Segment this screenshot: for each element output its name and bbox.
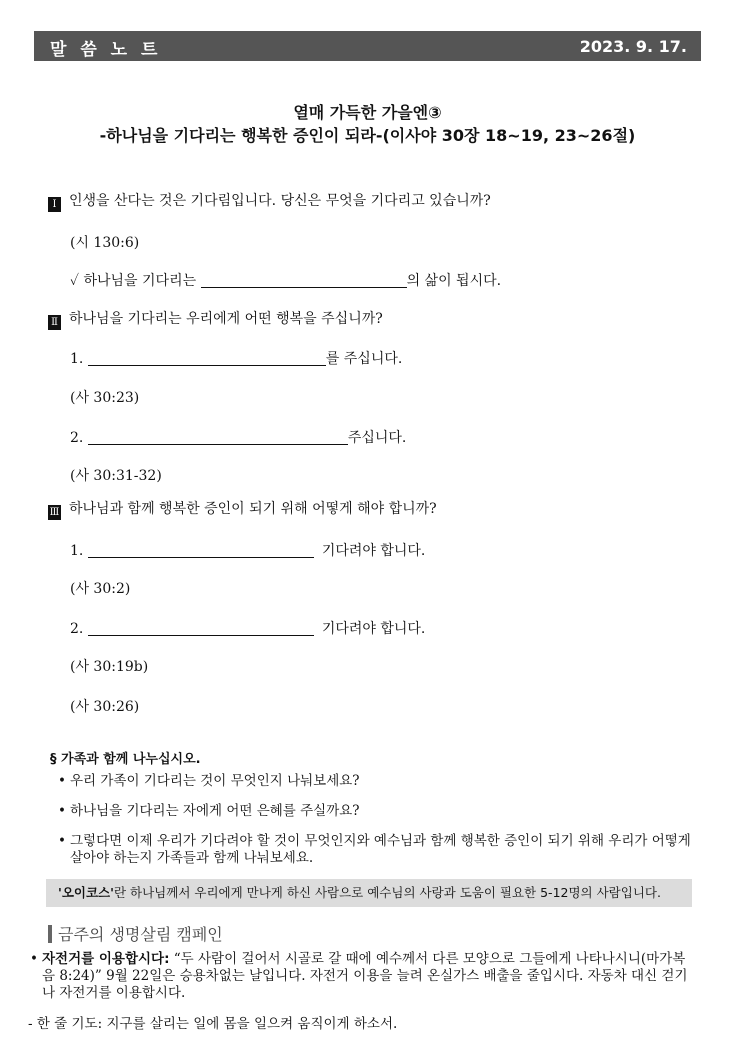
section1-question-text: 인생을 산다는 것은 기다림입니다. 당신은 무엇을 기다리고 있습니까? [69, 193, 491, 209]
section2-question-text: 하나님을 기다리는 우리에게 어떤 행복을 주십니까? [69, 311, 383, 327]
campaign-heading [48, 922, 223, 945]
oikos-notice [46, 879, 692, 907]
header-date: 2023. 9. 17. [579, 37, 687, 56]
family-item-text: 우리 가족이 기다리는 것이 무엇인지 나눠보세요? [70, 773, 360, 789]
section2-item1-num: 1. [70, 351, 84, 367]
bullet-dot: • [58, 833, 66, 849]
section2-item1 [70, 348, 402, 368]
family-item-text: 그렇다면 이제 우리가 기다려야 할 것이 무엇인지와 예수님과 함께 행복한 증인이 되기 위해 우리가 어떻게 살아야 하는지 가족들과 함께 나눠보세요. [70, 833, 691, 866]
section3-item2-ref2: (사 30:26) [70, 699, 140, 715]
campaign-bold: 자전거를 이용합시다: [42, 951, 170, 967]
campaign-prayer: - 한 줄 기도: 지구를 살리는 일에 몸을 일으켜 움직이게 하소서. [28, 1016, 398, 1032]
sermon-subtitle: -하나님을 기다리는 행복한 증인이 되라-(이사야 30장 18~19, 23~26절) [99, 126, 636, 145]
section3-item1-ref: (사 30:2) [70, 581, 131, 597]
bullet-dot: • [58, 773, 66, 789]
section3-numeral: Ⅲ [49, 507, 60, 518]
section2-item2-num: 2. [70, 430, 84, 446]
section1-ref: (시 130:6) [70, 235, 140, 251]
bullet-dot: • [30, 951, 38, 967]
campaign-body [30, 951, 695, 1002]
section1-fill-prefix: ✓ 하나님을 기다리는 [70, 273, 197, 289]
section2-item2-blank[interactable] [88, 430, 348, 445]
section1-question [48, 190, 491, 212]
section2-item1-blank[interactable] [88, 351, 326, 366]
section2-item2-ref: (사 30:31-32) [70, 468, 162, 484]
section3-item2-suffix: 기다려야 합니다. [321, 621, 426, 637]
section2-item1-ref: (사 30:23) [70, 390, 140, 406]
section2-question [48, 308, 383, 330]
section2-item2-suffix: 주십니다. [347, 430, 407, 446]
oikos-term: '오이코스' [58, 885, 114, 900]
section3-question-text: 하나님과 함께 행복한 증인이 되기 위해 어떻게 해야 합니까? [69, 501, 437, 517]
section2-item2 [70, 427, 406, 447]
campaign-text: “두 사람이 걸어서 시골로 갈 때에 예수께서 다른 모양으로 그들에게 나타나시니(마가복음 8:24)” 9월 22일은 승용차없는 날입니다. 자전거 이용을 늘려 온실가스 배출을 줄입시다. 자동차 대신 걷기나 자전거를 이용합시다. [42, 951, 688, 1001]
family-item [58, 803, 698, 820]
section3-item1-blank[interactable] [88, 543, 314, 558]
section3-item1-suffix: 기다려야 합니다. [321, 543, 426, 559]
family-item [58, 833, 698, 867]
family-item-text: 하나님을 기다리는 자에게 어떤 은혜를 주실까요? [70, 803, 360, 819]
section3-item2-blank[interactable] [88, 621, 314, 636]
section1-blank[interactable] [201, 273, 407, 288]
bullet-dot: • [58, 803, 66, 819]
header-banner [34, 31, 701, 61]
section3-item1 [70, 540, 425, 560]
section3-item2-ref1: (사 30:19b) [70, 659, 149, 675]
section3-item1-num: 1. [70, 543, 84, 559]
heading-bar [48, 925, 52, 943]
section1-numeral: Ⅰ [48, 197, 61, 212]
section2-numeral: Ⅱ [48, 315, 61, 330]
section1-fill-suffix: 의 삶이 됩시다. [406, 273, 502, 289]
family-heading: § 가족과 함께 나누십시오. [50, 752, 201, 767]
section2-item1-suffix: 를 주십니다. [325, 351, 403, 367]
sermon-title: 열매 가득한 가을엔③ [293, 103, 442, 122]
oikos-text: 란 하나님께서 우리에게 만나게 하신 사람으로 예수님의 사랑과 도움이 필요한 5-12명의 사람입니다. [113, 885, 661, 900]
section1-fill [70, 270, 501, 290]
section3-item2-num: 2. [70, 621, 84, 637]
campaign-heading-text: 금주의 생명살림 캠페인 [58, 925, 223, 944]
section3-question [48, 498, 437, 520]
family-item [58, 773, 698, 790]
header-label: 말 씀 노 트 [50, 40, 162, 60]
section3-item2 [70, 618, 425, 638]
